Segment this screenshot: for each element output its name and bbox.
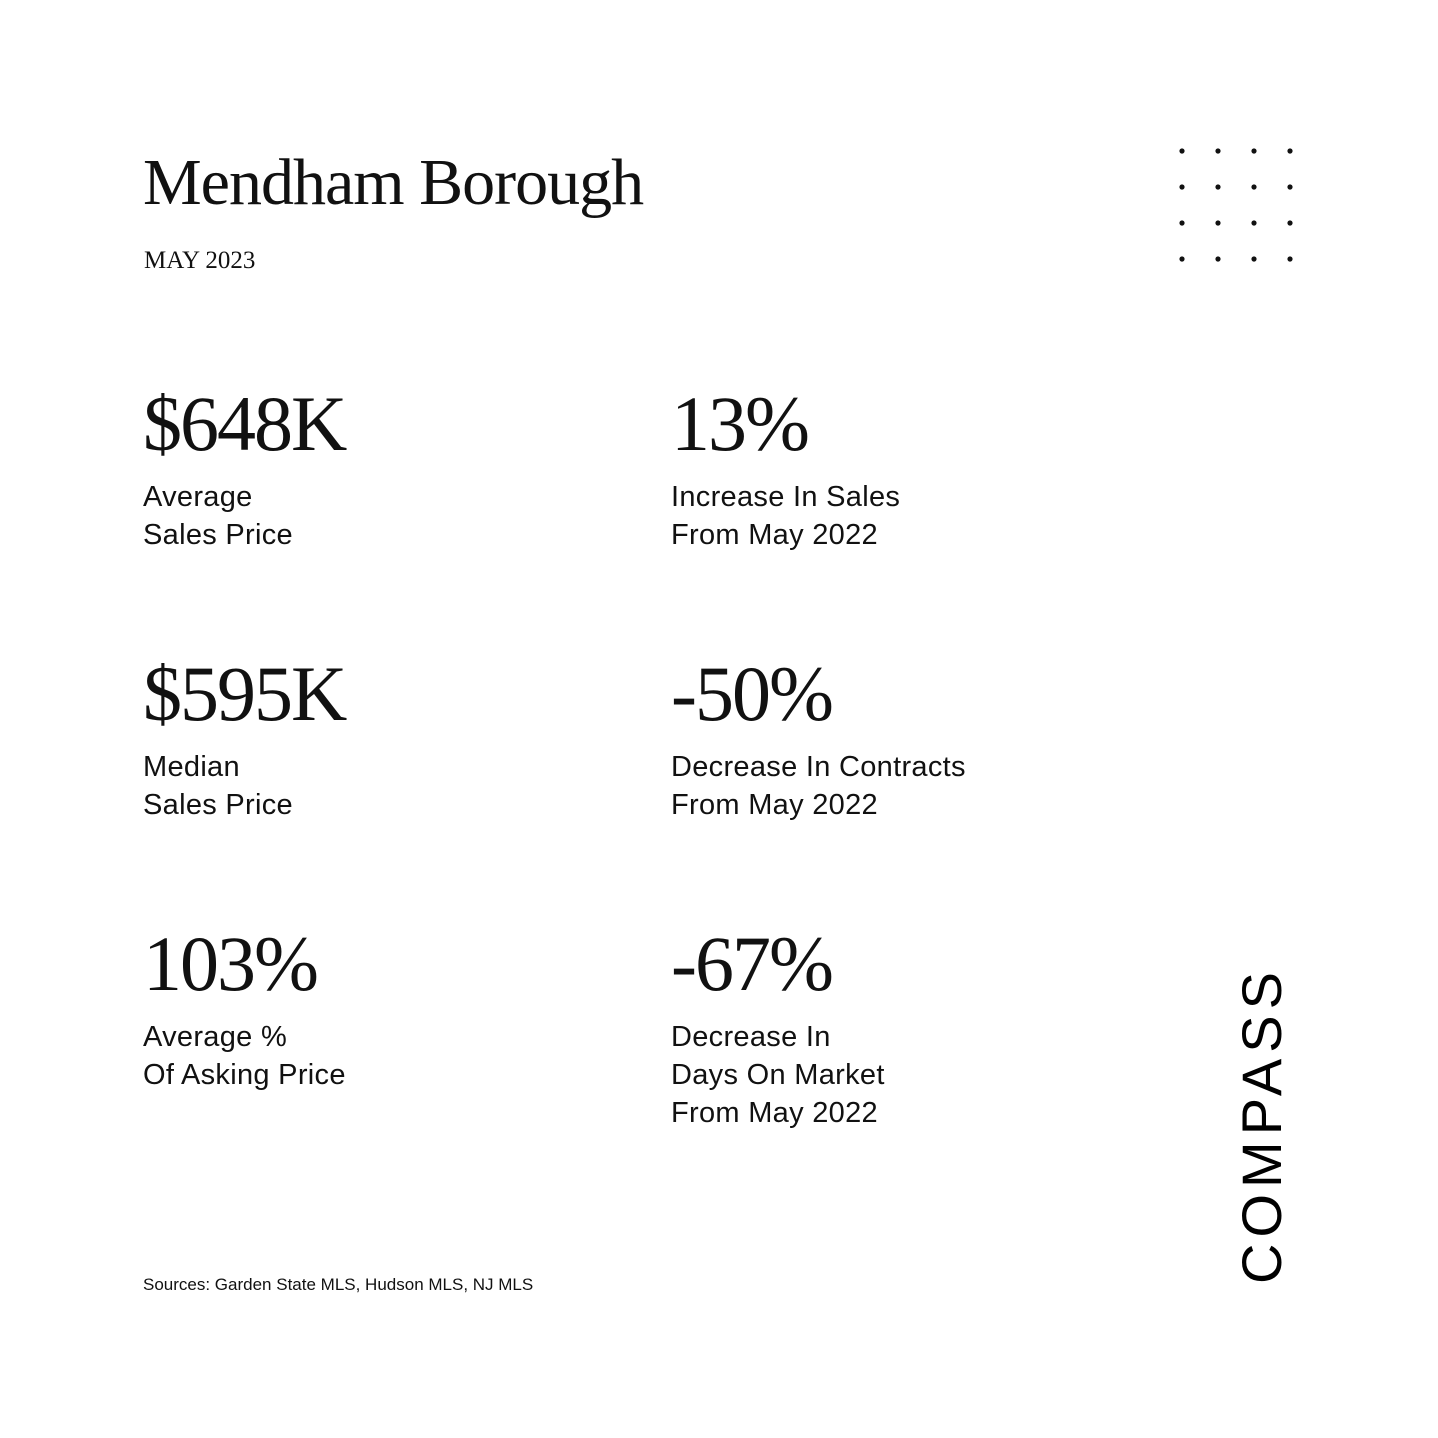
stat-average-sales-price xyxy=(143,380,623,554)
sources-note: Sources: Garden State MLS, Hudson MLS, NJ MLS xyxy=(143,1275,534,1294)
report-date: MAY 2023 xyxy=(144,247,256,274)
stat-label: Decrease In Contracts From May 2022 xyxy=(671,751,966,821)
compass-logo xyxy=(1232,955,1292,1295)
stat-value: $595K xyxy=(143,650,346,737)
stat-label: Average % Of Asking Price xyxy=(143,1021,346,1091)
stat-median-sales-price xyxy=(143,650,623,824)
dot-grid-icon xyxy=(1170,140,1302,272)
stat-value: $648K xyxy=(143,380,346,467)
page-title: Mendham Borough xyxy=(143,146,644,219)
stat-label: Average Sales Price xyxy=(143,481,293,551)
stat-label: Increase In Sales From May 2022 xyxy=(671,481,901,551)
stat-value: -50% xyxy=(671,650,832,737)
stat-value: 103% xyxy=(143,920,317,1007)
stat-value: 13% xyxy=(671,380,808,467)
stat-sales-change xyxy=(671,380,1151,554)
stat-label: Median Sales Price xyxy=(143,751,293,821)
stat-percent-of-asking xyxy=(143,920,623,1094)
stat-value: -67% xyxy=(671,920,832,1007)
compass-logo-text: COMPASS xyxy=(1230,966,1293,1284)
stat-label: Decrease In Days On Market From May 2022 xyxy=(671,1021,885,1129)
stat-contracts-change xyxy=(671,650,1151,824)
stat-days-on-market-change xyxy=(671,920,1151,1132)
